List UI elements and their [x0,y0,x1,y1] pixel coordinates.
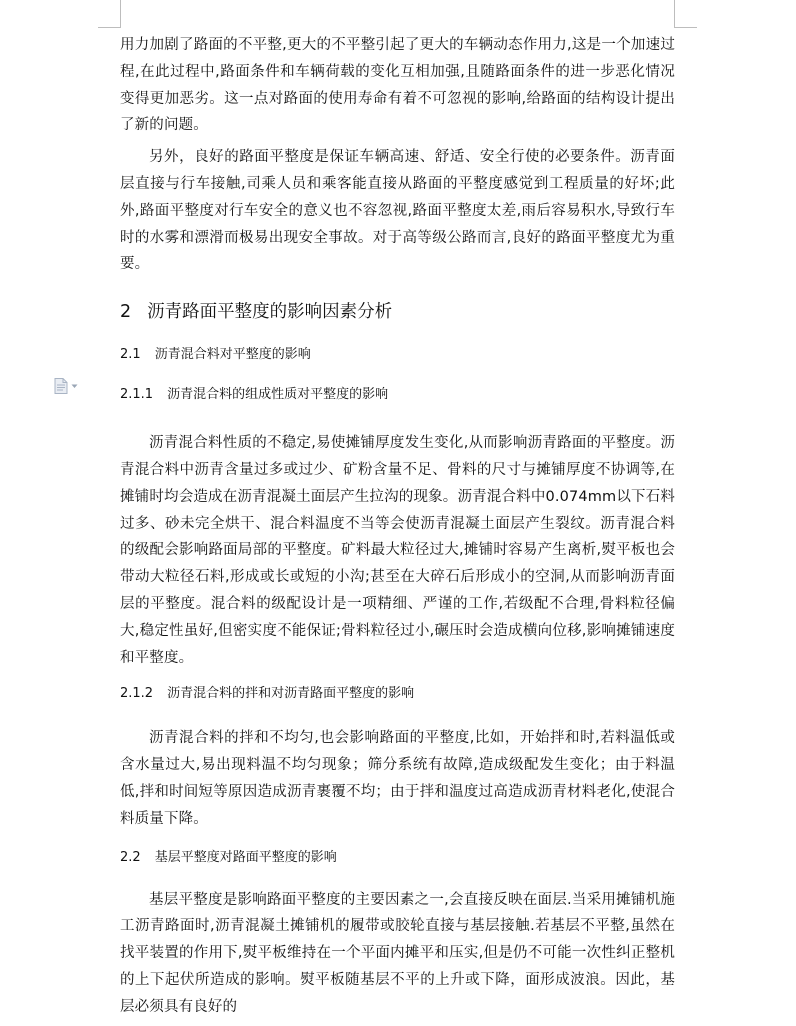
heading-number: 2.1.1 [120,387,154,403]
paragraph-2-1-1: 沥青混合料性质的不稳定,易使摊铺厚度发生变化,从而影响沥青路面的平整度。沥青混合料中沥青含量过多或过少、矿粉含量不足、骨料的尺寸与摊铺厚度不协调等,在摊铺时均会造成在沥青混凝土面层产生拉沟的现象。沥青混合料中0.074mm以下石料过多、砂未完全烘干、混合料温度不当等会使沥青混凝土面层产生裂纹。沥青混合料的级配会影响路面局部的平整度。矿料最大粒径过大,摊铺时容易产生离析,熨平板也会带动大粒径石料,形成或长或短的小沟;甚至在大碎石后形成小的空洞,从而影响沥青面层的平整度。混合料的级配设计是一项精细、严谨的工作,若级配不合理,骨料粒径偏大,稳定性虽好,但密实度不能保证;骨料粒径过小,碾压时会造成横向位移,影响摊铺速度和平整度。 [120,435,675,666]
document-options-icon[interactable] [54,378,82,394]
section-heading-2-1-1 [120,384,675,406]
section-heading-2-2 [120,847,675,869]
page-icon [54,378,68,394]
chevron-down-icon [71,384,78,389]
document-body [120,32,675,1026]
paragraph-flatness-safety: 另外，良好的路面平整度是保证车辆高速、舒适、安全行使的必要条件。沥青面层直接与行车接触,司乘人员和乘客能直接从路面的平整度感觉到工程质量的好坏;此外,路面平整度对行车安全的意义也不容忽视,路面平整度太差,雨后容易积水,导致行车时的水雾和漂滑而极易出现安全事故。对于高等级公路而言,良好的路面平整度尤为重要。 [120,149,675,273]
heading-number: 2.1 [120,347,141,363]
crop-mark-top-right-horizontal [675,27,697,28]
section-heading-2-1 [120,344,675,366]
heading-number: 2 [120,302,132,323]
heading-title: 沥青路面平整度的影响因素分析 [147,302,393,323]
paragraph-2-1-2: 沥青混合料的拌和不均匀,也会影响路面的平整度,比如，开始拌和时,若料温低或含水量过大,易出现料温不均匀现象；筛分系统有故障,造成级配发生变化；由于料温低,拌和时间短等原因造成沥青裹覆不均；由于拌和温度过高造成沥青材料老化,使混合料质量下降。 [120,730,675,827]
heading-title: 基层平整度对路面平整度的影响 [154,849,337,865]
crop-mark-top-right-vertical [674,0,675,28]
crop-mark-top-left-vertical [120,0,121,28]
heading-number: 2.1.2 [120,686,154,702]
paragraph-2-2: 基层平整度是影响路面平整度的主要因素之一,会直接反映在面层.当采用摊铺机施工沥青路面时,沥青混凝土摊铺机的履带或胶轮直接与基层接触.若基层不平整,虽然在找平装置的作用下,熨平板维持在一个平面内摊平和压实,但是仍不可能一次性纠正整机的上下起伏所造成的影响。熨平板随基层不平的上升或下降，面形成波浪。因此，基层必须具有良好的 [120,891,675,1015]
heading-title: 沥青混合料对平整度的影响 [154,347,311,363]
section-heading-2-1-2 [120,683,675,705]
heading-title: 沥青混合料的组成性质对平整度的影响 [167,387,389,403]
heading-number: 2.2 [120,849,141,865]
crop-mark-top-left-horizontal [98,27,120,28]
heading-title: 沥青混合料的拌和对沥青路面平整度的影响 [167,686,415,702]
section-heading-2 [120,300,675,324]
paragraph-continued: 用力加剧了路面的不平整,更大的不平整引起了更大的车辆动态作用力,这是一个加速过程,在此过程中,路面条件和车辆荷载的变化互相加强,且随路面条件的进一步恶化情况变得更加恶劣。这一点对路面的使用寿命有着不可忽视的影响,给路面的结构设计提出了新的问题。 [120,37,675,134]
